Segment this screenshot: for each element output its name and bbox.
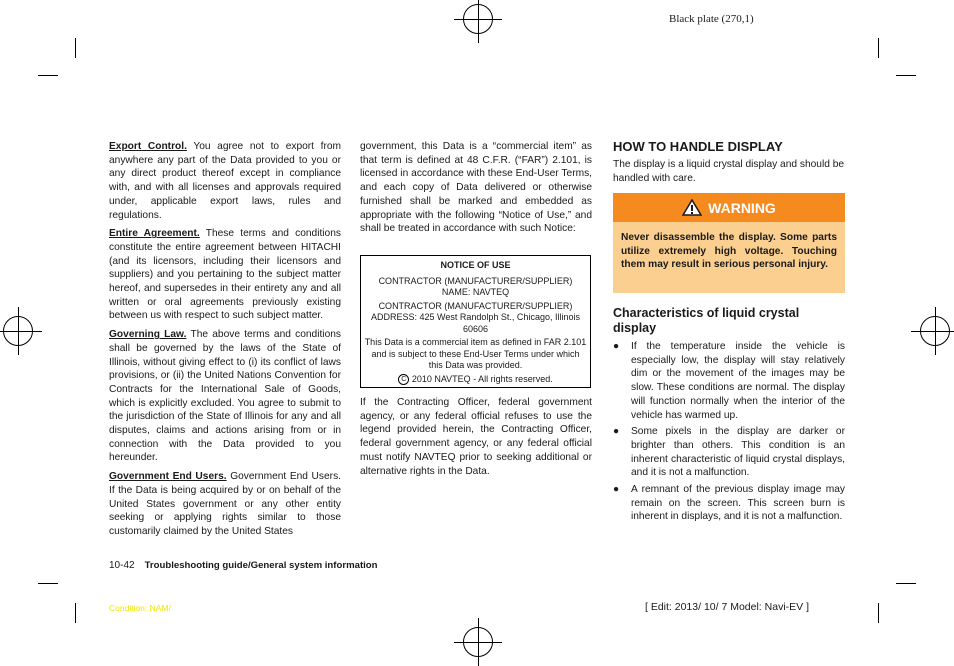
page-number: 10-42 — [109, 560, 135, 571]
subheading: Characteristics of liquid crystal display — [613, 306, 800, 335]
entire-agreement-text: These terms and conditions constitute the entire agreement between HITACHI (and its licensors, including their licensors and suppliers) and you pertaining to the subject matter hereof, and supersedes in their entirety any and all written or oral agreements previously existing between us with respect to such subject matter. — [109, 228, 341, 322]
entire-agreement-keyword: Entire Agreement. — [109, 228, 200, 240]
crop-mark — [75, 603, 76, 623]
notice-title: NOTICE OF USE — [440, 260, 511, 270]
list-item-text: Some pixels in the display are darker or brighter than others. This condition is an inherent characteristic of liquid crystal displays, and it is not a malfunction. — [631, 426, 845, 479]
warning-body: Never disassemble the display. Some parts utilize extremely high voltage. Touching them may result in serious personal injury. — [613, 222, 845, 293]
crop-mark — [878, 603, 879, 623]
entire-agreement-paragraph — [109, 227, 341, 323]
list-item-text: A remnant of the previous display image may remain on the screen. This screen burn is inherent in displays, and it is not a malfunction. — [631, 484, 845, 523]
governing-law-keyword: Governing Law. — [109, 329, 187, 341]
crop-mark — [878, 38, 879, 58]
left-column — [109, 140, 341, 544]
edit-info: [ Edit: 2013/ 10/ 7 Model: Navi-EV ] — [644, 601, 809, 613]
crop-mark — [38, 583, 58, 584]
notice-contractor-name: CONTRACTOR (MANUFACTURER/SUPPLIER) NAME: NAVTEQ — [378, 275, 573, 297]
crop-mark — [896, 75, 916, 76]
copyright-icon: C — [398, 374, 409, 385]
government-users-text: Government End Users. If the Data is being acquired by or on behalf of the United States government or any other entity seeking or applying rights similar to those customarily claimed by the United States — [109, 471, 341, 537]
registration-mark — [463, 4, 493, 34]
list-item — [613, 340, 845, 422]
characteristics-list — [613, 340, 845, 527]
copyright-text: 2010 NAVTEQ - All rights reserved. — [411, 373, 553, 384]
middle-column-after-notice: If the Contracting Officer, federal government agency, or any federal official refuses to use the legend provided herein, the Contracting Officer, federal government agency, or any federal official must notify NAVTEQ prior to seeking additional or alternative rights in the Data. — [360, 397, 592, 477]
list-item-text: If the temperature inside the vehicle is especially low, the display will stay relatively dim or the movement of the images may be slow. These conditions are normal. The display will function normally when the interior of the vehicle has warmed up. — [631, 341, 845, 421]
notice-contractor-address: CONTRACTOR (MANUFACTURER/SUPPLIER) ADDRESS: 425 West Randolph St., Chicago, Illinois 60606 — [371, 300, 580, 334]
bullet-icon: ● — [613, 341, 620, 352]
warning-header — [613, 193, 845, 222]
bullet-icon: ● — [613, 484, 620, 496]
crop-mark — [896, 583, 916, 584]
crop-mark — [38, 75, 58, 76]
notice-of-use-box — [360, 255, 591, 388]
middle-column-intro: government, this Data is a “commercial item” as that term is defined at 48 C.F.R. (“FAR”) 2.101, is licensed in accordance with these End-User Terms, and each copy of Data delivered or otherwise furnished shall be marked and embedded as appropriate with the following “Notice of Use,” and shall be treated in accordance with such Notice: — [360, 141, 592, 235]
plate-label: Black plate (270,1) — [669, 13, 754, 25]
warning-triangle-icon — [682, 199, 702, 216]
registration-mark — [463, 627, 493, 657]
notice-commercial-item: This Data is a commercial item as defined in FAR 2.101 and is subject to these End-User Terms under which this Data was provided. — [364, 337, 587, 370]
condition-label: Condition: NAM/ — [109, 603, 171, 613]
section-heading: HOW TO HANDLE DISPLAY — [613, 139, 783, 154]
warning-title: WARNING — [708, 199, 776, 216]
crop-mark — [75, 38, 76, 58]
government-users-keyword: Government End Users. — [109, 471, 227, 483]
export-control-keyword: Export Control. — [109, 141, 187, 152]
export-control-paragraph — [109, 140, 341, 222]
page-footer — [109, 560, 378, 571]
government-users-paragraph — [109, 470, 341, 539]
governing-law-text: The above terms and conditions shall be governed by the laws of the State of Illinois, without giving effect to (i) its conflict of laws provisions, or (ii) the United Nations Convention for Contracts for the International Sale of Goods, which is explicitly excluded. You agree to submit to the jurisdiction of the State of Illinois for any and all disputes, claims and actions arising from or in connection with the Data provided to you hereunder. — [109, 329, 341, 464]
list-item — [613, 483, 845, 524]
registration-mark — [3, 316, 33, 346]
notice-copyright — [364, 374, 587, 386]
governing-law-paragraph — [109, 328, 341, 465]
list-item — [613, 425, 845, 480]
registration-mark — [920, 316, 950, 346]
section-title: Troubleshooting guide/General system information — [144, 560, 378, 571]
section-intro: The display is a liquid crystal display and should be handled with care. — [613, 159, 845, 184]
export-control-text: You agree not to export from anywhere any part of the Data provided to you or any direct product thereof except in compliance with, and with all licenses and approvals required under, applicable export laws, rules and regulations. — [109, 141, 341, 221]
bullet-icon: ● — [613, 426, 620, 438]
